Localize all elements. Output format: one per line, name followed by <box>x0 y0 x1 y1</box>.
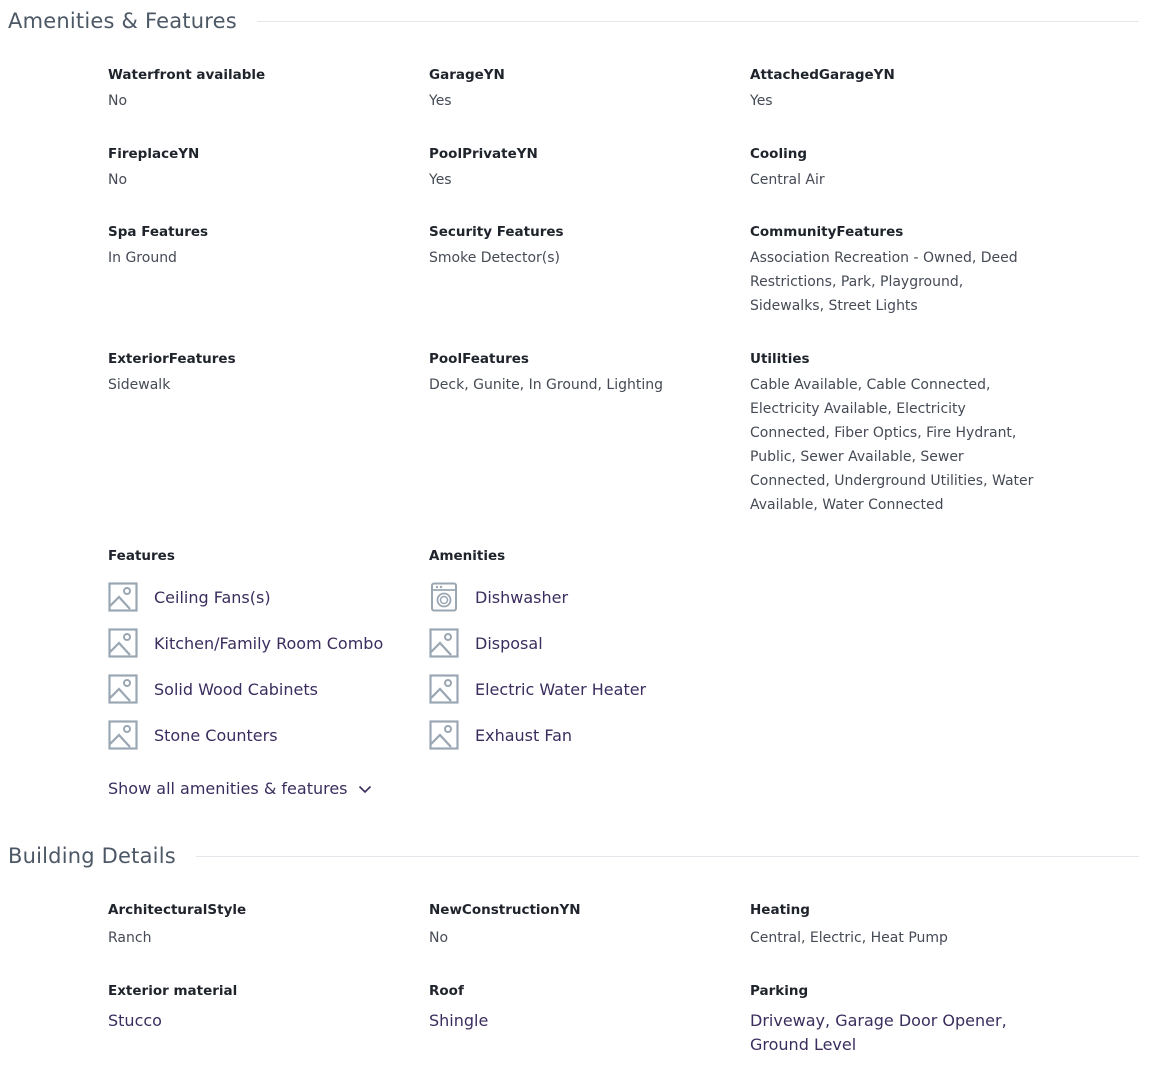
amenity-label: Electric Water Heater <box>475 679 647 699</box>
list-item <box>429 666 750 712</box>
building-row-2 <box>108 983 1050 1057</box>
field-fireplace <box>108 146 429 192</box>
field-spa-features <box>108 224 429 318</box>
field-value: Central Air <box>750 172 825 188</box>
amenities-row-4 <box>108 351 1050 517</box>
image-placeholder-icon <box>429 628 459 658</box>
image-placeholder-icon <box>429 674 459 704</box>
field-value: Association Recreation - Owned, Deed Restrictions, Park, Playground, Sidewalks, Street Lights <box>750 250 1018 314</box>
field-label: Cooling <box>750 146 807 162</box>
field-parking <box>750 983 1050 1057</box>
field-exterior-material <box>108 983 429 1057</box>
field-garage <box>429 67 750 146</box>
parking-link[interactable]: Driveway, Garage Door Opener, Ground Level <box>750 1011 1007 1054</box>
field-value: In Ground <box>108 250 177 266</box>
feature-label: Ceiling Fans(s) <box>154 587 271 607</box>
field-exterior-features <box>108 351 429 517</box>
chevron-down-icon <box>358 782 372 796</box>
field-label: Parking <box>750 983 809 999</box>
field-new-construction <box>429 902 750 983</box>
field-value: Yes <box>750 93 773 109</box>
field-architectural-style <box>108 902 429 983</box>
field-value: Yes <box>429 172 452 188</box>
amenities-section-header <box>8 9 1139 33</box>
image-placeholder-icon <box>108 720 138 750</box>
field-pool-features <box>429 351 750 517</box>
image-placeholder-icon <box>108 628 138 658</box>
field-label: PoolFeatures <box>429 351 529 367</box>
image-placeholder-icon <box>108 674 138 704</box>
list-item <box>429 574 750 620</box>
field-label: Security Features <box>429 224 564 240</box>
amenities-title: Amenities <box>429 548 506 564</box>
field-waterfront <box>108 67 429 146</box>
show-all-amenities-button[interactable] <box>108 779 372 798</box>
field-roof <box>429 983 750 1057</box>
field-label: ExteriorFeatures <box>108 351 236 367</box>
amenities-list <box>429 548 750 758</box>
field-label: AttachedGarageYN <box>750 67 895 83</box>
field-value: Ranch <box>108 930 152 946</box>
features-title: Features <box>108 548 175 564</box>
amenities-section-title: Amenities & Features <box>8 9 237 33</box>
field-label: FireplaceYN <box>108 146 200 162</box>
field-value: Central, Electric, Heat Pump <box>750 930 948 946</box>
feature-label: Stone Counters <box>154 725 278 745</box>
amenity-label: Exhaust Fan <box>475 725 573 745</box>
exterior-material-link[interactable]: Stucco <box>108 1011 162 1030</box>
field-attached-garage <box>750 67 1050 146</box>
field-value: No <box>108 93 128 109</box>
field-value: Yes <box>429 93 452 109</box>
dishwasher-icon <box>429 582 459 612</box>
list-item <box>429 620 750 666</box>
image-placeholder-icon <box>429 720 459 750</box>
field-value: Deck, Gunite, In Ground, Lighting <box>429 377 664 393</box>
field-cooling <box>750 146 1050 192</box>
field-label: Heating <box>750 902 810 918</box>
field-heating <box>750 902 1050 983</box>
feature-label: Solid Wood Cabinets <box>154 679 318 699</box>
feature-label: Kitchen/Family Room Combo <box>154 633 384 653</box>
list-item <box>429 712 750 758</box>
field-label: CommunityFeatures <box>750 224 904 240</box>
field-label: PoolPrivateYN <box>429 146 538 162</box>
field-security-features <box>429 224 750 318</box>
field-label: NewConstructionYN <box>429 902 581 918</box>
field-pool-private <box>429 146 750 192</box>
list-item <box>108 574 429 620</box>
building-section-title: Building Details <box>8 844 176 868</box>
roof-link[interactable]: Shingle <box>429 1011 489 1030</box>
field-community-features <box>750 224 1050 318</box>
field-label: Roof <box>429 983 464 999</box>
section-divider <box>196 856 1139 857</box>
list-item <box>108 620 429 666</box>
amenity-label: Disposal <box>475 633 543 653</box>
list-item <box>108 666 429 712</box>
field-label: ArchitecturalStyle <box>108 902 247 918</box>
amenities-row-2 <box>108 146 1050 192</box>
show-all-label: Show all amenities & features <box>108 779 348 798</box>
amenity-label: Dishwasher <box>475 587 569 607</box>
field-label: Waterfront available <box>108 67 266 83</box>
field-label: Spa Features <box>108 224 209 240</box>
amenities-row-3 <box>108 224 1050 318</box>
amenities-row-1 <box>108 67 1050 146</box>
features-amenities-lists <box>108 548 750 758</box>
section-divider <box>257 21 1139 22</box>
image-placeholder-icon <box>108 582 138 612</box>
field-value: No <box>108 172 128 188</box>
field-value: Sidewalk <box>108 377 171 393</box>
field-value: Cable Available, Cable Connected, Electricity Available, Electricity Connected, Fiber Optics, Fire Hydrant, Public, Sewer Available, Sewer Connected, Underground Utilities, Water Available, Water Connected <box>750 377 1034 513</box>
field-label: Exterior material <box>108 983 238 999</box>
list-item <box>108 712 429 758</box>
building-row-1 <box>108 902 1050 983</box>
field-utilities <box>750 351 1050 517</box>
features-list <box>108 548 429 758</box>
field-value: Smoke Detector(s) <box>429 250 560 266</box>
building-section-header <box>8 844 1139 868</box>
field-label: Utilities <box>750 351 810 367</box>
field-value: No <box>429 930 449 946</box>
field-label: GarageYN <box>429 67 505 83</box>
